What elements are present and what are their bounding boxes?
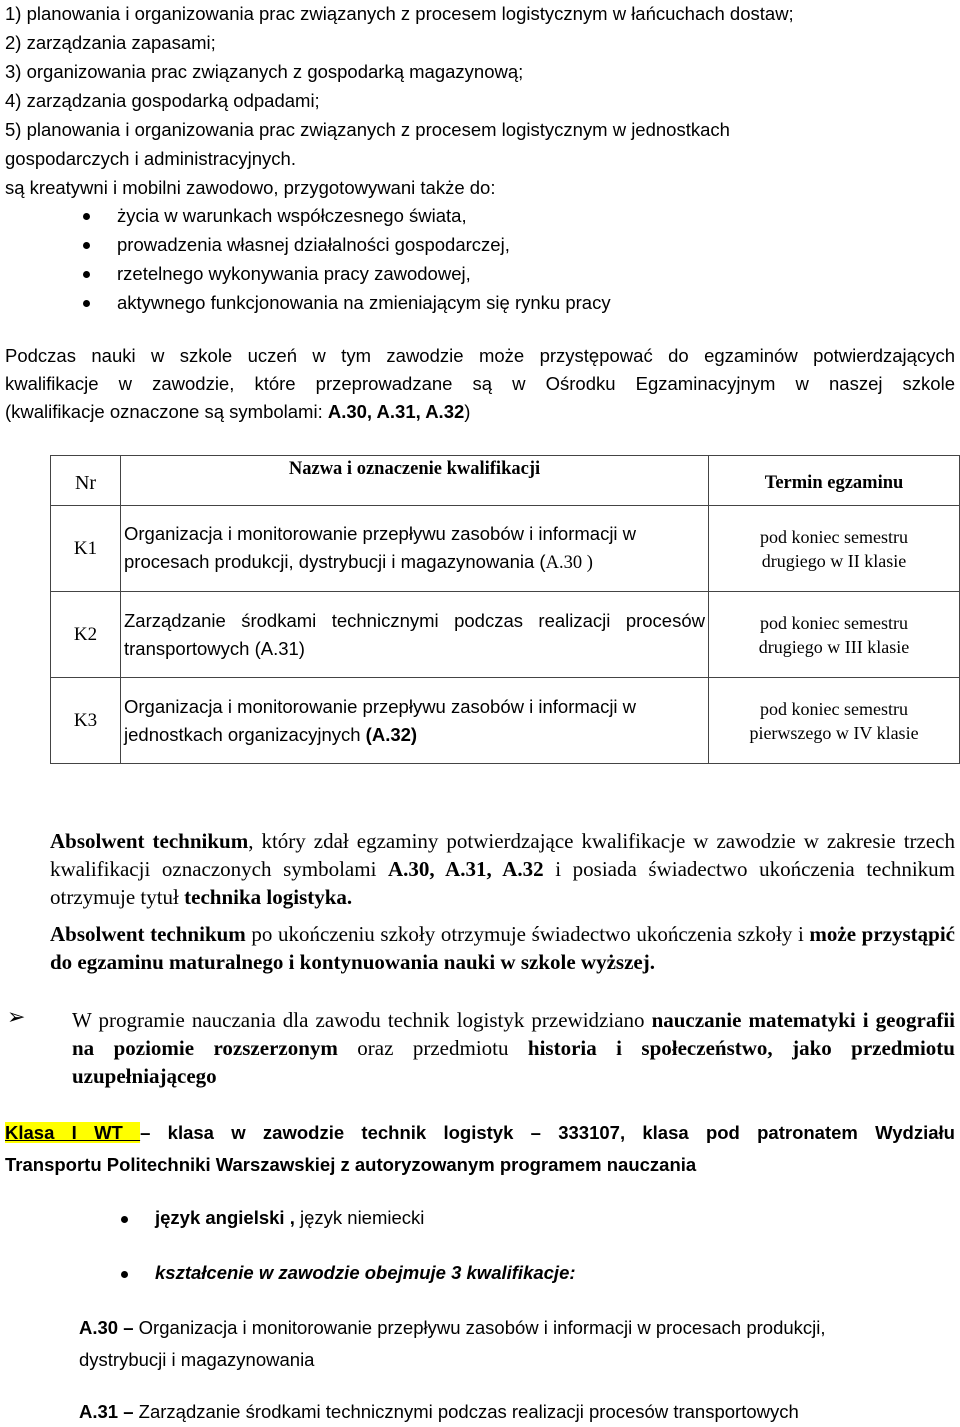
graduate-2-bold: Absolwent technikum <box>50 922 246 946</box>
row-term-line-1: pod koniec semestru <box>760 526 908 547</box>
graduate-1-codes: A.30, A.31, A.32 <box>388 857 544 881</box>
bullet-dot <box>83 242 90 249</box>
creative-bullet-1: życia w warunkach współczesnego świata, <box>117 205 467 226</box>
bullet-dot <box>121 1216 128 1223</box>
qual-detail-a30-cont: dystrybucji i magazynowania <box>79 1349 315 1370</box>
program-text-2: oraz przedmiotu <box>337 1036 528 1060</box>
bullet-dot <box>83 271 90 278</box>
table-row <box>51 592 960 678</box>
row-nr: K2 <box>51 592 121 678</box>
qual-sep: – <box>118 1317 139 1338</box>
qual-detail-a31 <box>79 1401 799 1423</box>
row-term <box>709 592 960 678</box>
graduate-1-title: technika logistyka. <box>184 885 353 909</box>
row-name-text: Zarządzanie środkami technicznymi podczas realizacji procesów transportowych ( <box>124 609 705 659</box>
graduate-2-bold-end: może przystąpić do egzaminu maturalnego i kontynuowania nauki w szkole wyższej. <box>50 922 955 974</box>
program-paragraph <box>72 1006 955 1090</box>
intro-list-item-5-cont: gospodarczych i administracyjnych. <box>5 148 296 169</box>
header-name: Nazwa i oznaczenie kwalifikacji <box>121 456 709 506</box>
program-text-1: W programie nauczania dla zawodu technik logistyk przewidziano <box>72 1008 652 1032</box>
bullet-dot <box>83 300 90 307</box>
row-name-text: Organizacja i monitorowanie przepływu zasobów i informacji w procesach produkcji, dystrybucji i magazynowania ( <box>124 523 637 572</box>
row-name <box>121 506 709 592</box>
bullet-dot <box>83 213 90 220</box>
row-name <box>121 592 709 678</box>
graduate-1-text-1: , który zdał egzaminy potwierdzające kwalifikacje w zawodzie w zakresie trzech kwalifikacji oznaczonych symbolami <box>50 829 955 881</box>
creative-bullet-2: prowadzenia własnej działalności gospodarczej, <box>117 234 510 255</box>
intro-list-item-4: 4) zarządzania gospodarką odpadami; <box>5 90 320 111</box>
row-name <box>121 678 709 764</box>
creative-intro: są kreatywni i mobilni zawodowo, przygotowywani także do: <box>5 177 496 198</box>
row-term-line-2: drugiego w III klasie <box>758 636 910 657</box>
exam-paragraph-line-2: kwalifikacje w zawodzie, które przeprowadzane są w Ośrodku Egzaminacyjnym w naszej szkole <box>5 373 955 394</box>
qual-detail-a30 <box>79 1317 826 1339</box>
qual-text: Organizacja i monitorowanie przepływu zasobów i informacji w procesach produkcji, <box>138 1317 826 1338</box>
class-label: Klasa I WT <box>5 1122 141 1143</box>
row-code: A.30 ) <box>545 553 593 573</box>
exam-codes: A.30, A.31, A.32 <box>327 401 465 422</box>
program-bold-1: nauczanie matematyki i geografii na poziomie rozszerzonym <box>72 1008 955 1060</box>
row-code: A.31) <box>260 637 305 659</box>
class-info-line-1 <box>5 1120 955 1146</box>
header-term: Termin egzaminu <box>709 456 960 506</box>
row-term-line-2: pierwszego w IV klasie <box>749 722 919 743</box>
language-rest: język niemiecki <box>294 1207 425 1228</box>
language-bullet <box>155 1207 424 1229</box>
exam-paragraph-prefix: (kwalifikacje oznaczone są symbolami: <box>5 401 328 422</box>
header-nr: Nr <box>51 456 121 506</box>
graduate-1-bold: Absolwent technikum <box>50 829 249 853</box>
qual-code: A.31 <box>79 1401 119 1422</box>
row-code: (A.32) <box>365 723 418 745</box>
class-info-line-2: Transportu Politechniki Warszawskiej z autoryzowanym programem nauczania <box>5 1154 697 1175</box>
intro-list-item-2: 2) zarządzania zapasami; <box>5 32 216 53</box>
intro-list-item-3: 3) organizowania prac związanych z gospodarką magazynową; <box>5 61 524 82</box>
graduate-1-text-2: i posiada świadectwo ukończenia technikum otrzymuje tytuł <box>50 857 955 909</box>
row-nr: K1 <box>51 506 121 592</box>
table-header-row <box>51 456 960 506</box>
qualification-bullet: kształcenie w zawodzie obejmuje 3 kwalifikacje: <box>155 1262 576 1283</box>
qual-code: A.30 <box>79 1317 119 1338</box>
qual-text: Zarządzanie środkami technicznymi podczas realizacji procesów transportowych <box>138 1401 799 1422</box>
graduate-2-text: po ukończeniu szkoły otrzymuje świadectwo ukończenia szkoły i <box>245 922 810 946</box>
row-name-text: Organizacja i monitorowanie przepływu zasobów i informacji w jednostkach organizacyjnych <box>124 695 637 745</box>
row-term <box>709 506 960 592</box>
exam-paragraph-line-3 <box>5 400 470 424</box>
program-bold-2: historia i społeczeństwo, jako przedmiotu uzupełniającego <box>72 1036 955 1088</box>
arrow-bullet-icon: ➢ <box>7 1005 26 1030</box>
intro-list-item-5: 5) planowania i organizowania prac związanych z procesem logistycznym w jednostkach <box>5 119 730 140</box>
exam-paragraph-suffix: ) <box>464 401 471 422</box>
graduate-paragraph-2 <box>50 920 955 976</box>
exam-paragraph-line-1: Podczas nauki w szkole uczeń w tym zawodzie może przystępować do egzaminów potwierdzających <box>5 345 955 366</box>
row-term-line-2: drugiego w II klasie <box>761 550 907 571</box>
table-row <box>51 678 960 764</box>
row-term-line-1: pod koniec semestru <box>760 698 908 719</box>
row-term-line-1: pod koniec semestru <box>760 612 908 633</box>
creative-bullet-4: aktywnego funkcjonowania na zmieniającym się rynku pracy <box>117 292 611 313</box>
graduate-paragraph-1 <box>50 827 955 911</box>
intro-list-item-1: 1) planowania i organizowania prac związanych z procesem logistycznym w łańcuchach dostaw; <box>5 3 794 24</box>
language-bold: język angielski , <box>155 1207 295 1228</box>
bullet-dot <box>121 1271 128 1278</box>
table-row <box>51 506 960 592</box>
creative-bullet-3: rzetelnego wykonywania pracy zawodowej, <box>117 263 471 284</box>
class-info-rest: – klasa w zawodzie technik logistyk – 333107, klasa pod patronatem Wydziału <box>140 1122 955 1143</box>
qualifications-table <box>50 455 960 764</box>
qual-sep: – <box>118 1401 139 1422</box>
row-nr: K3 <box>51 678 121 764</box>
row-term <box>709 678 960 764</box>
